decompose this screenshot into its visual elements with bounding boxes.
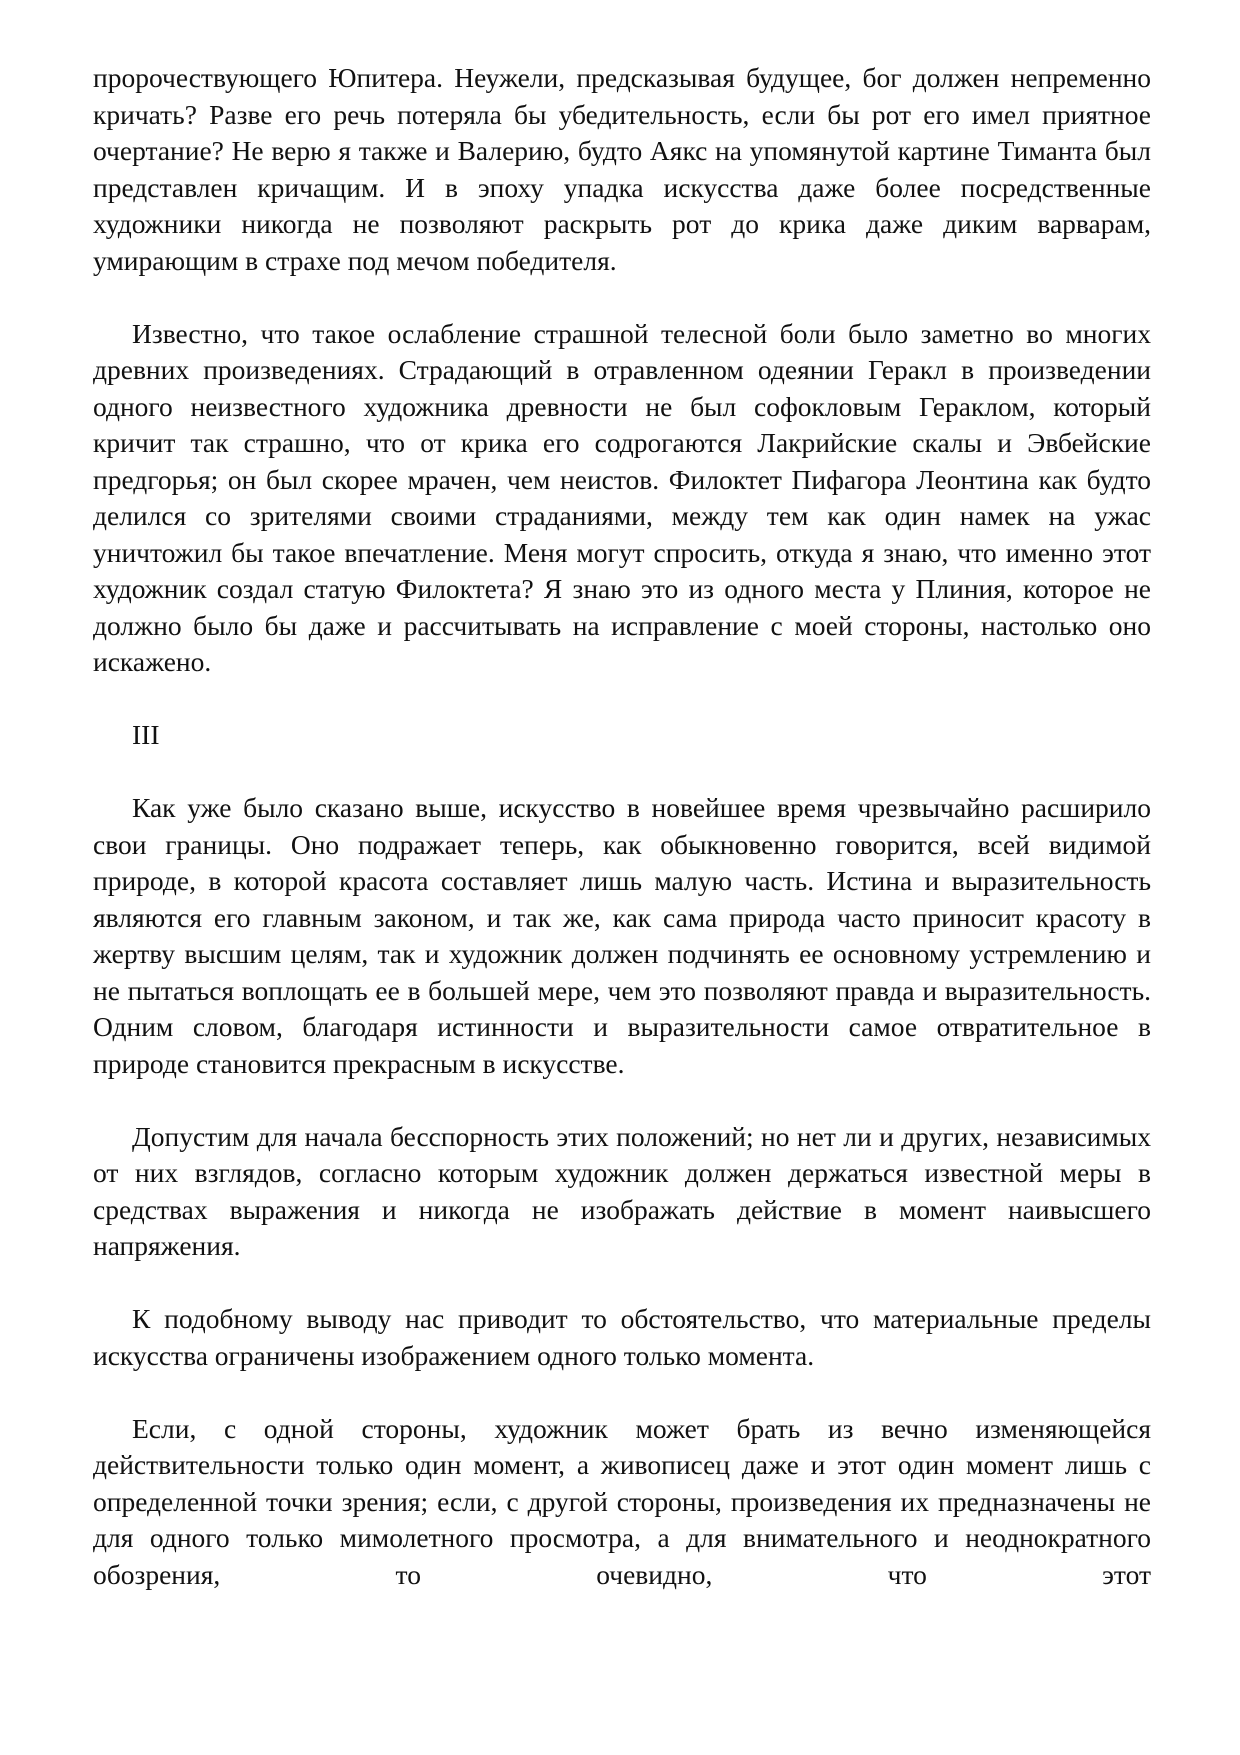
paragraph-measure-of-expression: Допустим для начала бесспорность этих положений; но нет ли и других, независимых от них взглядов, согласно которым художник должен держаться известной меры в средствах выражения и никогда не изображать действие в момент наивысшего напряжения.: [93, 1120, 1151, 1261]
paragraph-ancient-works: Известно, что такое ослабление страшной телесной боли было заметно во многих древних произведениях. Страдающий в отравленном одеянии Геракл в произведении одного неизвестного художника древности не был софокловым Гераклом, который кричит так страшно, что от крика его содрогаются Лакрийские скалы и Эвбейские предгорья; он был скорее мрачен, чем неистов. Филоктет Пифагора Леонтина как будто делился со зрителями своими страданиями, между тем как один намек на ужас уничтожил бы такое впечатление. Меня могут спросить, откуда я знаю, что именно этот художник создал статую Филоктета? Я знаю это из одного места у Плиния, которое не должно было бы даже и рассчитывать на исправление с моей стороны, настолько оно искажено.: [93, 317, 1151, 677]
paragraph-artist-moment: Если, с одной стороны, художник может брать из вечно изменяющейся действительности только один момент, а живописец даже и этот один момент лишь с определенной точки зрения; если, с другой стороны, произведения их предназначены не для одного только мимолетного просмотра, а для внимательного и неоднократного обозрения, то очевидно, что этот: [93, 1412, 1151, 1590]
paragraph-single-moment: К подобному выводу нас приводит то обстоятельство, что материальные пределы искусства ограничены изображением одного только момента.: [93, 1303, 1151, 1371]
document-text: [93, 60, 1151, 1593]
paragraph-art-boundaries: Как уже было сказано выше, искусство в новейшее время чрезвычайно расширило свои границы. Оно подражает теперь, как обыкновенно говорится, всей видимой природе, в которой красота составляет лишь малую часть. Истина и выразительность являются его главным законом, и так же, как сама природа часто приносит красоту в жертву высшим целям, так и художник должен подчинять ее основному устремлению и не пытаться воплощать ее в большей мере, чем это позволяют правда и выразительность. Одним словом, благодаря истинности и выразительности самое отвратительное в природе становится прекрасным в искусстве.: [93, 792, 1151, 1079]
section-heading-iii: III: [132, 719, 160, 750]
paragraph-jupiter-continuation: пророчествующего Юпитера. Неужели, предсказывая будущее, бог должен непременно кричать? Разве его речь потеряла бы убедительность, если бы рот его имел приятное очертание? Не верю я также и Валерию, будто Аякс на упомянутой картине Тиманта был представлен кричащим. И в эпоху упадка искусства даже более посредственные художники никогда не позволяют раскрыть рот до крика даже диким варварам, умирающим в страхе под мечом победителя.: [93, 62, 1151, 276]
